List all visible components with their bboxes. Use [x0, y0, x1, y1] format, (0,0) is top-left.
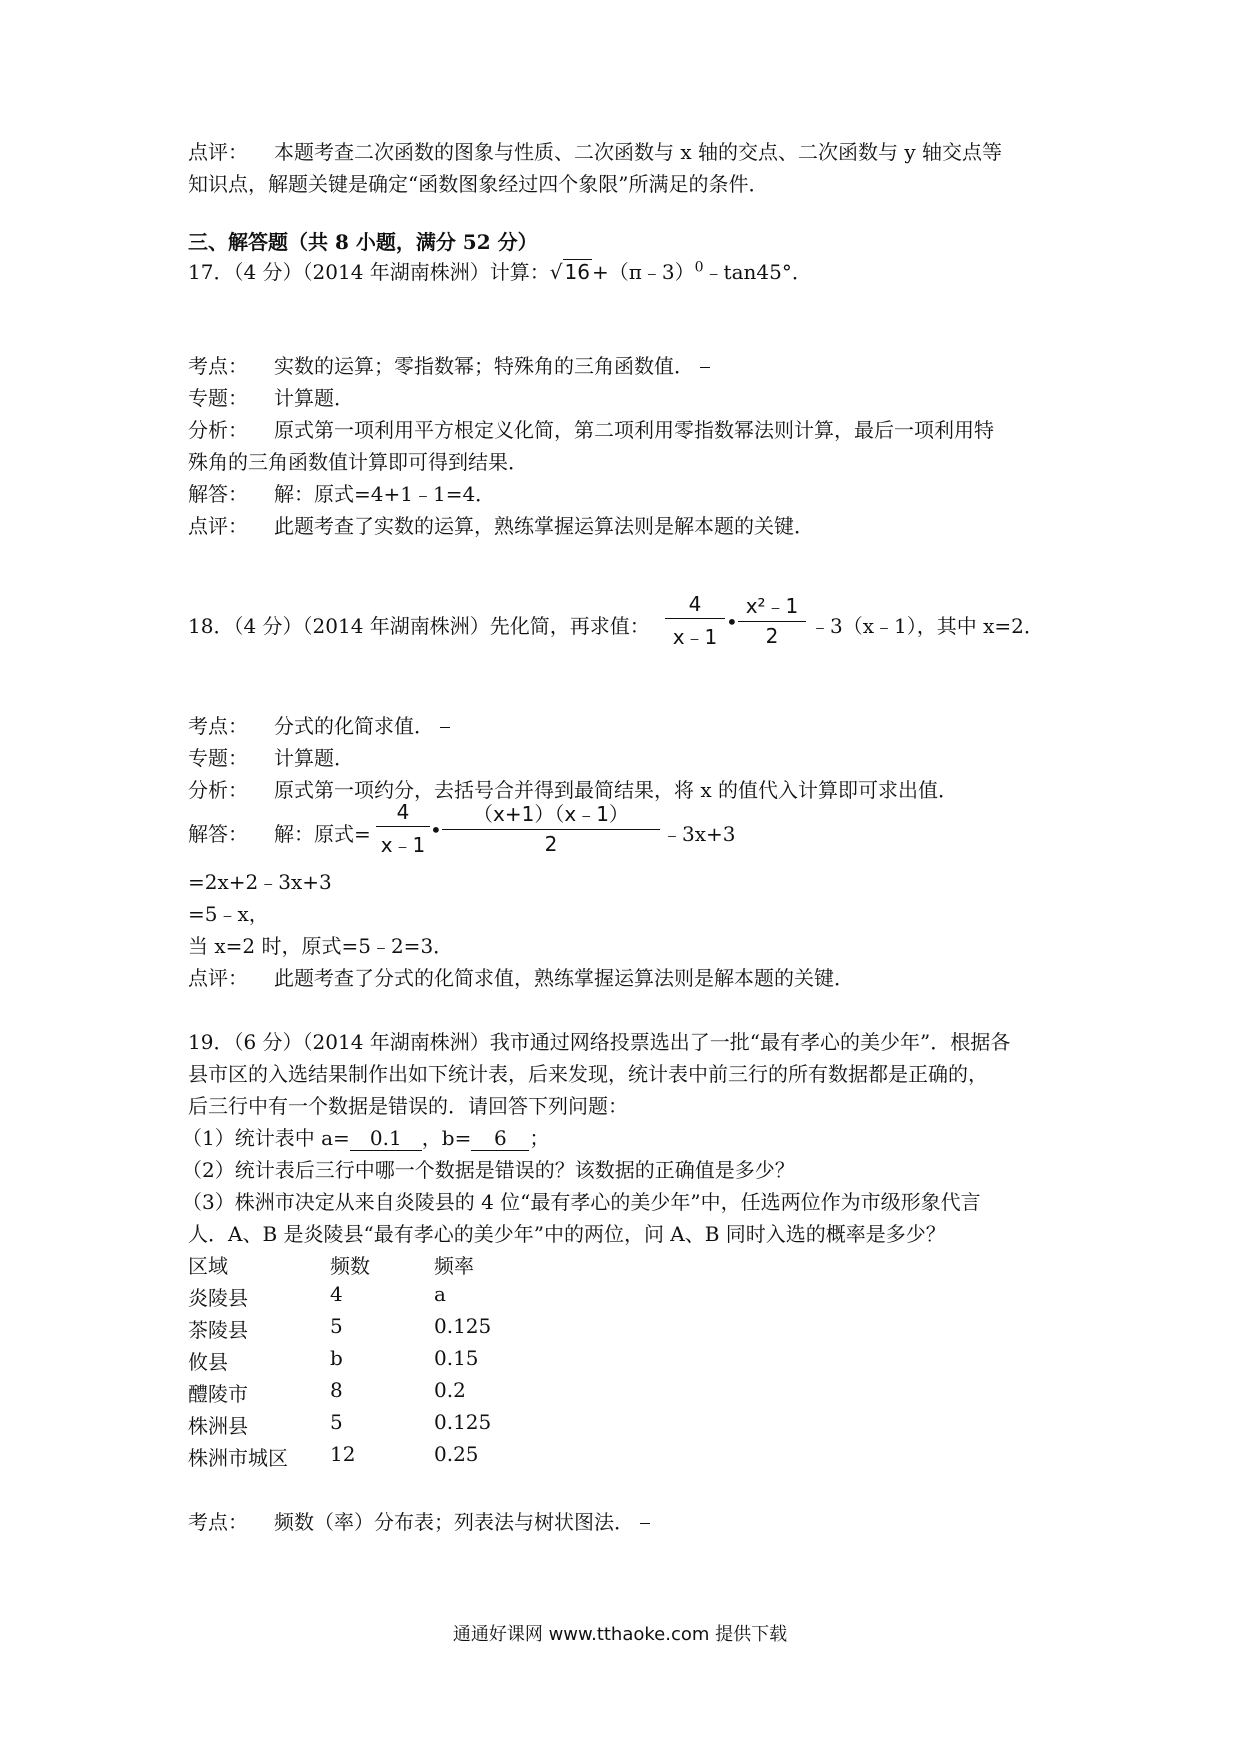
q18-jieda-prefix: 解：原式=	[274, 822, 371, 846]
q17-fenxi-label: 分析：	[188, 418, 248, 442]
q18-sol-frac2-den: 2	[544, 832, 558, 856]
q18-dianping-label: 点评：	[188, 966, 248, 990]
q19-kaodian-label: 考点：	[188, 1510, 248, 1534]
q18-step2: =5﹣x，	[188, 902, 269, 926]
table-cell: 0.2	[434, 1378, 466, 1402]
q18-sol-frac1-den: x﹣1	[380, 833, 426, 857]
q18-prefix: 18．（4 分）（2014 年湖南株洲）先化简，再求值：	[188, 614, 650, 638]
q19-sub3-line1: （3）株洲市决定从来自炎陵县的 4 位“最有孝心的美少年”中，任选两位作为市级形象代言	[182, 1190, 981, 1214]
table-cell: 株洲市城区	[188, 1446, 288, 1470]
underline-mark	[640, 1523, 650, 1524]
q18-fraction-2	[738, 590, 806, 648]
q19-sub1	[182, 1122, 549, 1151]
fraction-bar	[376, 826, 430, 827]
q18-sol-frac2-num: （x+1）（x﹣1）	[473, 802, 629, 826]
q18-fraction-1	[665, 592, 725, 650]
table-cell: 醴陵市	[188, 1382, 248, 1406]
q19-kaodian	[274, 1506, 650, 1535]
q18-frac2-den: 2	[765, 624, 779, 648]
q18-kaodian	[274, 710, 450, 739]
table-cell: 0.125	[434, 1314, 492, 1338]
q17-dianping-label: 点评：	[188, 514, 248, 538]
q18-frac2-num: x²﹣1	[745, 594, 799, 618]
q18-jieda-label: 解答：	[188, 822, 248, 846]
q18-dot: •	[726, 610, 738, 634]
table-cell: 0.25	[434, 1442, 479, 1466]
q17-question	[188, 256, 812, 285]
q19-answer-a: 0.1	[350, 1126, 422, 1151]
table-cell: a	[434, 1282, 446, 1306]
underline-mark	[700, 367, 710, 368]
q18-sol-frac1-num: 4	[396, 800, 410, 824]
q18-sol-dot: •	[430, 818, 442, 842]
q18-frac1-num: 4	[688, 592, 702, 616]
table-cell: 株洲县	[188, 1414, 248, 1438]
table-cell: 5	[330, 1410, 343, 1434]
q17-zhuanti: 计算题．	[274, 386, 354, 410]
page-footer: 通通好课网 www.tthaoke.com 提供下载	[452, 1624, 788, 1645]
table-header-rate: 频率	[434, 1254, 474, 1278]
review-text-line1: 本题考查二次函数的图象与性质、二次函数与 x 轴的交点、二次函数与 y 轴交点等	[274, 140, 1003, 164]
review-text-line2: 知识点，解题关键是确定“函数图象经过四个象限”所满足的条件．	[188, 172, 769, 196]
review-label: 点评：	[188, 140, 248, 164]
q19-line1: 19．（6 分）（2014 年湖南株洲）我市通过网络投票选出了一批“最有孝心的美少年”．根据各	[188, 1030, 1011, 1054]
table-cell: 炎陵县	[188, 1286, 248, 1310]
q17-sqrt-content: 16	[564, 260, 590, 284]
q19-sub1-mid: ，b=	[421, 1126, 472, 1150]
table-header-region: 区域	[188, 1254, 228, 1278]
q18-tail: ﹣3（x﹣1），其中 x=2．	[810, 614, 1044, 638]
q18-fenxi: 原式第一项约分，去括号合并得到最简结果，将 x 的值代入计算即可求出值．	[274, 778, 958, 802]
table-cell: 12	[330, 1442, 356, 1466]
q17-tail: ﹣tan45°．	[703, 260, 812, 284]
q18-zhuanti-label: 专题：	[188, 746, 248, 770]
sqrt-symbol: √ 16	[549, 260, 590, 284]
q19-sub3-line2: 人．A、B 是炎陵县“最有孝心的美少年”中的两位，问 A、B 同时入选的概率是多少？	[188, 1222, 946, 1246]
q18-sol-fraction-1	[376, 800, 430, 858]
q17-zhuanti-label: 专题：	[188, 386, 248, 410]
q18-frac1-den: x﹣1	[672, 625, 718, 649]
q18-sol-tail: ﹣3x+3	[662, 822, 736, 846]
table-cell: 0.125	[434, 1410, 492, 1434]
table-cell: 8	[330, 1378, 343, 1402]
q19-sub2: （2）统计表后三行中哪一个数据是错误的？该数据的正确值是多少？	[182, 1158, 795, 1182]
table-cell: 茶陵县	[188, 1318, 248, 1342]
q18-zhuanti: 计算题．	[274, 746, 354, 770]
table-cell: 4	[330, 1282, 343, 1306]
table-cell: 0.15	[434, 1346, 479, 1370]
q18-step3: 当 x=2 时，原式=5﹣2=3．	[188, 934, 454, 958]
fraction-bar	[442, 829, 660, 830]
q19-sub1-end: ；	[529, 1126, 550, 1150]
table-cell: b	[330, 1346, 343, 1370]
fraction-bar	[665, 618, 725, 619]
q17-exponent: 0	[694, 259, 704, 276]
q19-sub1-prefix: （1）统计表中 a=	[182, 1126, 350, 1150]
q17-prefix: 17．（4 分）（2014 年湖南株洲）计算：	[188, 260, 550, 284]
table-cell: 5	[330, 1314, 343, 1338]
q17-kaodian-label: 考点：	[188, 354, 248, 378]
q19-line3: 后三行中有一个数据是错误的．请回答下列问题：	[188, 1094, 628, 1118]
table-cell: 攸县	[188, 1350, 228, 1374]
q18-sol-fraction-2	[442, 798, 660, 856]
q18-step1: =2x+2﹣3x+3	[188, 870, 332, 894]
q18-dianping: 此题考查了分式的化简求值，熟练掌握运算法则是解本题的关键．	[274, 966, 854, 990]
q18-kaodian-label: 考点：	[188, 714, 248, 738]
q17-jieda: 解：原式=4+1﹣1=4．	[274, 482, 496, 506]
q17-jieda-label: 解答：	[188, 482, 248, 506]
section-title: 三、解答题（共 8 小题，满分 52 分）	[188, 230, 538, 254]
q17-fenxi-line1: 原式第一项利用平方根定义化简，第二项利用零指数幂法则计算，最后一项利用特	[274, 418, 994, 442]
q19-kaodian-text: 频数（率）分布表；列表法与树状图法．	[274, 1510, 634, 1534]
q17-after-sqrt: +（π﹣3）	[592, 260, 695, 284]
underline-mark	[440, 727, 450, 728]
q17-kaodian-text: 实数的运算；零指数幂；特殊角的三角函数值．	[274, 354, 694, 378]
table-header-frequency: 频数	[330, 1254, 370, 1278]
q17-kaodian	[274, 350, 710, 379]
q17-fenxi-line2: 殊角的三角函数值计算即可得到结果．	[188, 450, 528, 474]
q17-dianping: 此题考查了实数的运算，熟练掌握运算法则是解本题的关键．	[274, 514, 814, 538]
q18-kaodian-text: 分式的化简求值．	[274, 714, 434, 738]
q19-answer-b: 6	[471, 1126, 529, 1151]
q19-line2: 县市区的入选结果制作出如下统计表，后来发现，统计表中前三行的所有数据都是正确的，	[188, 1062, 988, 1086]
fraction-bar	[738, 621, 806, 622]
q18-fenxi-label: 分析：	[188, 778, 248, 802]
